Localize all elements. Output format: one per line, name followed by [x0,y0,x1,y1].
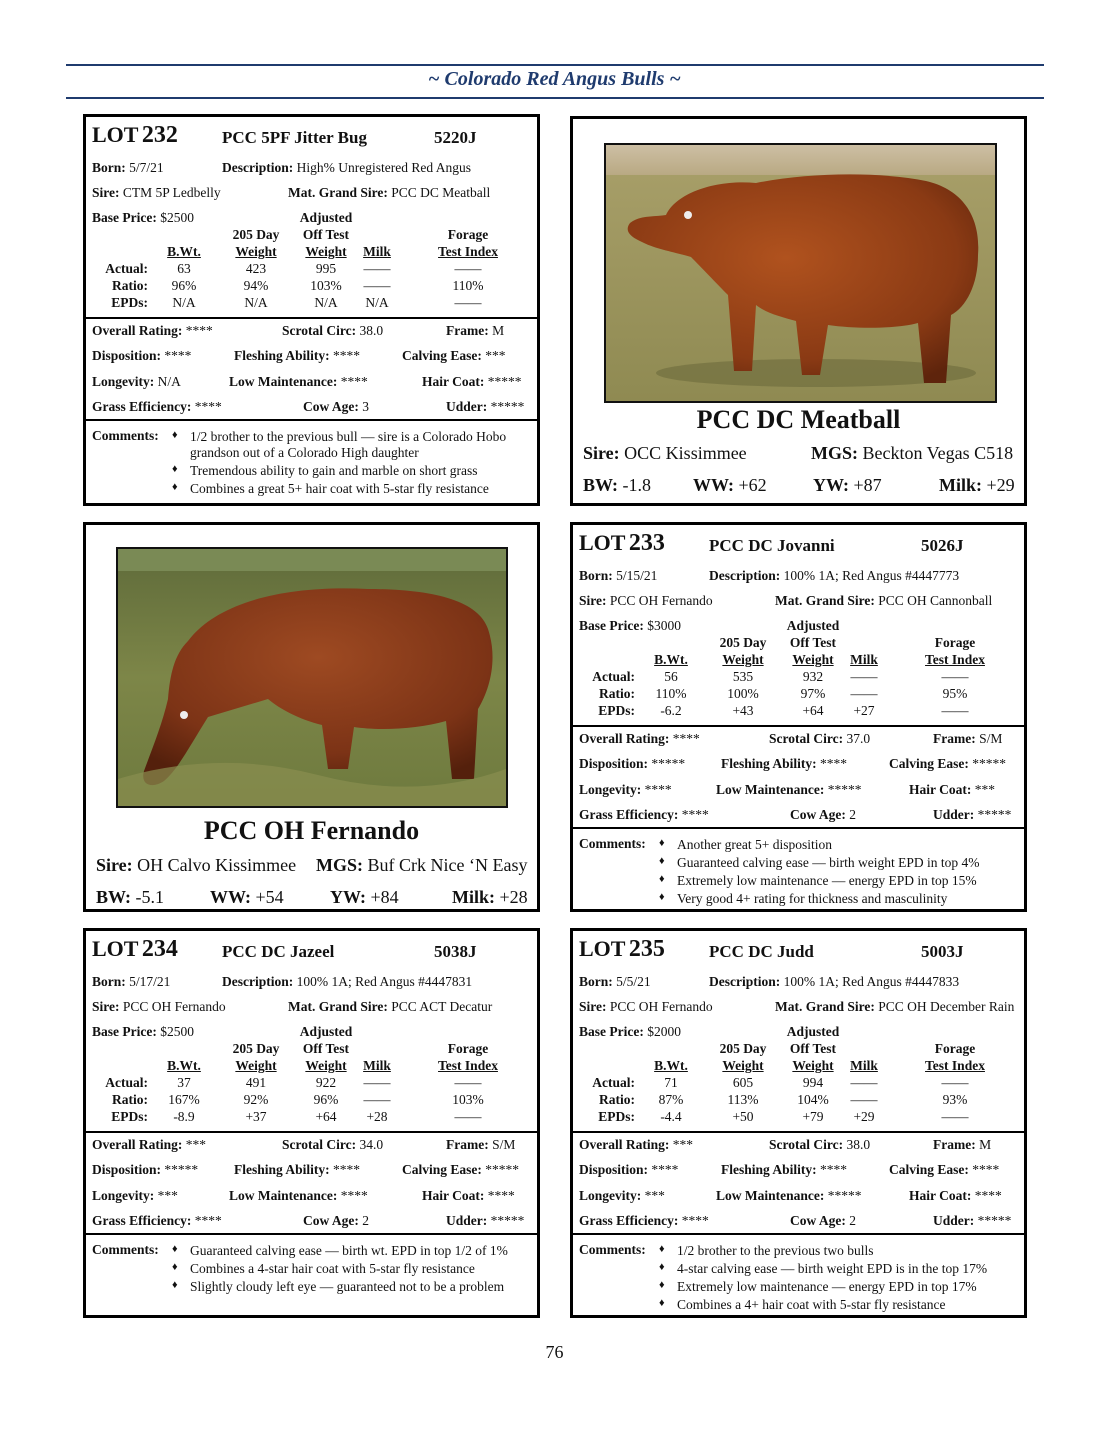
col-header-adjusted: Adjusted [299,1024,353,1039]
sire-bw: BW: -1.8 [583,475,652,495]
row-label-epds: EPDs: [111,1109,148,1124]
col-header-offtest: Off Test [789,1041,837,1056]
table-cell: —— [941,703,969,718]
description-line: Description: 100% 1A; Red Angus #4447831 [222,974,473,989]
comment-item: 4-star calving ease — birth weight EPD is in the top 17% [677,1261,988,1276]
table-cell: +64 [802,703,824,718]
overall-rating: Overall Rating: **** [92,323,213,338]
sire-line: Sire: CTM 5P Ledbelly [92,185,221,200]
col-header-offtest: Off Test [302,227,350,242]
udder: Udder: ***** [446,399,525,414]
scrotal-circ: Scrotal Circ: 38.0 [282,323,384,338]
disposition: Disposition: ***** [579,756,686,771]
row-label-epds: EPDs: [598,703,635,718]
sire-sire-line: Sire: OCC Kissimmee [583,443,747,463]
base-price-line: Base Price: $2500 [92,1024,194,1039]
table-cell: -4.4 [660,1109,682,1124]
lot-label: LOT [579,530,626,555]
hair-coat: Hair Coat: *** [909,782,995,797]
col-header-weight: Weight [722,1058,764,1073]
mgs-line: Mat. Grand Sire: PCC DC Meatball [288,185,491,200]
table-cell: —— [850,1075,878,1090]
row-label-ratio: Ratio: [599,686,635,701]
lot-heading [579,937,665,961]
frame: Frame: M [446,323,505,338]
table-cell: 423 [245,261,267,276]
overall-rating: Overall Rating: **** [579,731,700,746]
table-cell: N/A [244,295,268,310]
calving-ease: Calving Ease: ***** [889,756,1007,771]
cow-age: Cow Age: 2 [790,1213,856,1228]
bull-standing-image [606,145,995,401]
table-cell: +28 [366,1109,388,1124]
frame: Frame: M [933,1137,992,1152]
bullet-diamond-icon: ♦ [172,1261,178,1273]
sire-ww: WW: +54 [210,887,284,907]
comment-item: 1/2 brother to the previous two bulls [677,1243,874,1258]
lot-card-233 [570,522,1027,912]
table-cell: —— [454,1109,482,1124]
col-header-weight: Weight [235,1058,277,1073]
table-cell: 113% [727,1092,759,1107]
col-header-bwt: B.Wt. [654,652,688,667]
sire-line: Sire: PCC OH Fernando [92,999,226,1014]
table-cell: —— [363,1075,391,1090]
table-cell: 96% [313,1092,339,1107]
sire-sire-line: Sire: OH Calvo Kissimmee [96,855,297,875]
comment-item: Guaranteed calving ease — birth weight EPD in top 4% [677,855,980,870]
bull-grazing-image [118,549,506,806]
table-cell: 932 [802,669,824,684]
table-cell: 104% [797,1092,829,1107]
calving-ease: Calving Ease: *** [402,348,506,363]
longevity: Longevity: **** [579,782,672,797]
lot-number: 235 [628,936,665,962]
longevity: Longevity: *** [579,1188,665,1203]
col-header-weight2: Weight [305,244,347,259]
col-header-bwt: B.Wt. [167,1058,201,1073]
table-cell: N/A [172,295,196,310]
section-divider [573,725,1024,727]
hair-coat: Hair Coat: **** [909,1188,1002,1203]
table-cell: 994 [802,1075,824,1090]
sire-card-meatball [570,116,1027,506]
table-cell: +29 [853,1109,875,1124]
bullet-diamond-icon: ♦ [659,873,665,885]
lot-number: 232 [141,122,178,148]
col-header-forage: Forage [447,227,489,242]
comments-label: Comments: [92,428,159,443]
bullet-diamond-icon: ♦ [172,1243,178,1255]
col-header-bwt: B.Wt. [167,244,201,259]
sire-ww: WW: +62 [693,475,767,495]
disposition: Disposition: ***** [92,1162,199,1177]
table-cell: —— [850,686,878,701]
sire-mgs-line: MGS: Beckton Vegas C518 [811,443,1014,463]
lot-card-235 [570,928,1027,1318]
col-header-milk: Milk [363,1058,391,1073]
comment-item: Very good 4+ rating for thickness and masculinity [677,891,948,906]
lot-number: 234 [141,936,178,962]
sire-milk: Milk: +28 [452,887,528,907]
bull-name: PCC DC Judd [709,942,814,961]
col-header-milk: Milk [850,652,878,667]
table-cell: +37 [245,1109,267,1124]
registration-number: 5003J [921,942,964,961]
bullet-diamond-icon: ♦ [172,463,178,475]
section-divider [86,1131,537,1133]
comment-item: Combines a 4+ hair coat with 5-star fly resistance [677,1297,946,1312]
low-maintenance: Low Maintenance: ***** [716,782,862,797]
section-divider [86,317,537,319]
comments-label: Comments: [579,1242,646,1257]
table-cell: 37 [177,1075,191,1090]
bullet-diamond-icon: ♦ [659,1297,665,1309]
sire-line: Sire: PCC OH Fernando [579,999,713,1014]
disposition: Disposition: **** [92,348,192,363]
overall-rating: Overall Rating: *** [92,1137,206,1152]
bull-name: PCC DC Jovanni [709,536,835,555]
cow-age: Cow Age: 3 [303,399,369,414]
col-header-forage: Forage [934,635,976,650]
longevity: Longevity: N/A [92,374,181,389]
page-title: ~ Colorado Red Angus Bulls ~ [428,68,681,90]
sire-bw: BW: -5.1 [96,887,165,907]
hair-coat: Hair Coat: **** [422,1188,515,1203]
bullet-diamond-icon: ♦ [659,1243,665,1255]
table-cell: 56 [664,669,678,684]
grass-efficiency: Grass Efficiency: **** [579,1213,709,1228]
col-header-205day: 205 Day [232,227,280,242]
section-divider [573,827,1024,829]
table-cell: +43 [732,703,754,718]
comment-item: 1/2 brother to the previous bull — sire is a Colorado Hobo grandson out of a Colorado High daughter [190,429,507,460]
low-maintenance: Low Maintenance: **** [229,1188,368,1203]
frame: Frame: S/M [933,731,1003,746]
table-cell: —— [454,261,482,276]
table-cell: 103% [310,278,342,293]
comment-item: Tremendous ability to gain and marble on short grass [190,463,478,478]
bull-name: PCC 5PF Jitter Bug [222,128,367,147]
udder: Udder: ***** [933,807,1012,822]
lot-heading [92,937,178,961]
born-line: Born: 5/17/21 [92,974,171,989]
sire-milk: Milk: +29 [939,475,1015,495]
table-cell: -6.2 [660,703,682,718]
scrotal-circ: Scrotal Circ: 38.0 [769,1137,871,1152]
bullet-diamond-icon: ♦ [659,1279,665,1291]
bull-name: PCC DC Jazeel [222,942,335,961]
born-line: Born: 5/7/21 [92,160,164,175]
cow-age: Cow Age: 2 [303,1213,369,1228]
table-cell: 87% [658,1092,684,1107]
table-cell: 96% [171,278,197,293]
lot-number: 233 [628,530,665,556]
sire-yw: YW: +84 [330,887,399,907]
table-cell: —— [850,1092,878,1107]
low-maintenance: Low Maintenance: **** [229,374,368,389]
hair-coat: Hair Coat: ***** [422,374,522,389]
col-header-forage: Forage [934,1041,976,1056]
table-cell: 103% [452,1092,484,1107]
comment-item: Slightly cloudy left eye — guaranteed not to be a problem [190,1279,505,1294]
table-cell: +50 [732,1109,754,1124]
overall-rating: Overall Rating: *** [579,1137,693,1152]
fleshing-ability: Fleshing Ability: **** [721,756,848,771]
table-cell: 92% [243,1092,269,1107]
bullet-diamond-icon: ♦ [172,481,178,493]
row-label-epds: EPDs: [598,1109,635,1124]
table-cell: 63 [177,261,191,276]
table-cell: 100% [727,686,759,701]
table-cell: 491 [245,1075,267,1090]
col-header-adjusted: Adjusted [786,618,840,633]
page-number: 76 [545,1342,564,1362]
col-header-offtest: Off Test [789,635,837,650]
table-cell: N/A [365,295,389,310]
sire-card-fernando [83,522,540,912]
table-cell: —— [363,278,391,293]
col-header-forage: Forage [447,1041,489,1056]
born-line: Born: 5/15/21 [579,568,658,583]
lot-card-234 [83,928,540,1318]
table-cell: —— [363,261,391,276]
bullet-diamond-icon: ♦ [659,855,665,867]
udder: Udder: ***** [933,1213,1012,1228]
mgs-line: Mat. Grand Sire: PCC OH Cannonball [775,593,993,608]
table-cell: 93% [942,1092,968,1107]
section-divider [86,1233,537,1235]
scrotal-circ: Scrotal Circ: 37.0 [769,731,871,746]
udder: Udder: ***** [446,1213,525,1228]
col-header-test-index: Test Index [925,1058,985,1073]
comment-item: Combines a 4-star hair coat with 5-star fly resistance [190,1261,475,1276]
comment-item: Another great 5+ disposition [677,837,832,852]
table-cell: —— [941,1109,969,1124]
frame: Frame: S/M [446,1137,516,1152]
row-label-epds: EPDs: [111,295,148,310]
calving-ease: Calving Ease: **** [889,1162,1000,1177]
col-header-offtest: Off Test [302,1041,350,1056]
grass-efficiency: Grass Efficiency: **** [579,807,709,822]
lot-label: LOT [92,936,139,961]
sire-mgs-line: MGS: Buf Crk Nice ‘N Easy [316,855,528,875]
base-price-line: Base Price: $3000 [579,618,681,633]
col-header-weight: Weight [235,244,277,259]
fleshing-ability: Fleshing Ability: **** [234,1162,361,1177]
registration-number: 5220J [434,128,477,147]
base-price-line: Base Price: $2000 [579,1024,681,1039]
born-line: Born: 5/5/21 [579,974,651,989]
table-cell: —— [454,1075,482,1090]
row-label-actual: Actual: [105,1075,148,1090]
row-label-ratio: Ratio: [112,1092,148,1107]
col-header-205day: 205 Day [719,1041,767,1056]
bullet-diamond-icon: ♦ [659,837,665,849]
base-price-line: Base Price: $2500 [92,210,194,225]
row-label-ratio: Ratio: [599,1092,635,1107]
table-cell: —— [941,1075,969,1090]
lot-label: LOT [92,122,139,147]
cow-age: Cow Age: 2 [790,807,856,822]
sire-name: PCC OH Fernando [203,816,420,845]
table-cell: 605 [732,1075,754,1090]
row-label-actual: Actual: [592,1075,635,1090]
col-header-adjusted: Adjusted [786,1024,840,1039]
table-cell: +79 [802,1109,824,1124]
comments-label: Comments: [92,1242,159,1257]
table-cell: 167% [168,1092,200,1107]
table-cell: 922 [315,1075,337,1090]
table-cell: 110% [452,278,484,293]
col-header-weight2: Weight [792,652,834,667]
col-header-milk: Milk [363,244,391,259]
lot-label: LOT [579,936,626,961]
row-label-ratio: Ratio: [112,278,148,293]
col-header-test-index: Test Index [925,652,985,667]
description-line: Description: 100% 1A; Red Angus #4447773 [709,568,960,583]
bull-photo [116,547,508,808]
registration-number: 5038J [434,942,477,961]
col-header-weight2: Weight [792,1058,834,1073]
lot-heading [92,123,178,147]
bull-photo [604,143,997,403]
sire-name: PCC DC Meatball [696,405,901,434]
col-header-milk: Milk [850,1058,878,1073]
table-cell: 535 [732,669,754,684]
col-header-adjusted: Adjusted [299,210,353,225]
table-cell: —— [454,295,482,310]
comment-item: Extremely low maintenance — energy EPD in top 17% [677,1279,977,1294]
col-header-test-index: Test Index [438,1058,498,1073]
section-divider [573,1233,1024,1235]
row-label-actual: Actual: [592,669,635,684]
comment-item: Extremely low maintenance — energy EPD in top 15% [677,873,977,888]
scrotal-circ: Scrotal Circ: 34.0 [282,1137,384,1152]
fleshing-ability: Fleshing Ability: **** [234,348,361,363]
grass-efficiency: Grass Efficiency: **** [92,399,222,414]
col-header-weight2: Weight [305,1058,347,1073]
fleshing-ability: Fleshing Ability: **** [721,1162,848,1177]
table-cell: —— [363,1092,391,1107]
bullet-diamond-icon: ♦ [172,429,178,441]
registration-number: 5026J [921,536,964,555]
sire-line: Sire: PCC OH Fernando [579,593,713,608]
disposition: Disposition: **** [579,1162,679,1177]
mgs-line: Mat. Grand Sire: PCC ACT Decatur [288,999,493,1014]
col-header-205day: 205 Day [719,635,767,650]
row-label-actual: Actual: [105,261,148,276]
table-cell: 110% [655,686,687,701]
col-header-205day: 205 Day [232,1041,280,1056]
table-cell: N/A [314,295,338,310]
longevity: Longevity: *** [92,1188,178,1203]
section-divider [573,1131,1024,1133]
description-line: Description: 100% 1A; Red Angus #4447833 [709,974,960,989]
description-line: Description: High% Unregistered Red Angus [222,160,471,175]
table-cell: 97% [800,686,826,701]
table-cell: —— [941,669,969,684]
mgs-line: Mat. Grand Sire: PCC OH December Rain [775,999,1015,1014]
calving-ease: Calving Ease: ***** [402,1162,520,1177]
col-header-weight: Weight [722,652,764,667]
table-cell: 995 [315,261,337,276]
col-header-bwt: B.Wt. [654,1058,688,1073]
comment-item: Guaranteed calving ease — birth wt. EPD in top 1/2 of 1% [190,1243,508,1258]
table-cell: -8.9 [173,1109,195,1124]
table-cell: +64 [315,1109,337,1124]
sire-yw: YW: +87 [813,475,882,495]
low-maintenance: Low Maintenance: ***** [716,1188,862,1203]
table-cell: 71 [664,1075,678,1090]
grass-efficiency: Grass Efficiency: **** [92,1213,222,1228]
table-cell: —— [850,669,878,684]
section-divider [86,419,537,421]
lot-card-232 [83,114,540,506]
header-rule-bottom [66,97,1044,99]
col-header-test-index: Test Index [438,244,498,259]
bullet-diamond-icon: ♦ [659,1261,665,1273]
bullet-diamond-icon: ♦ [659,891,665,903]
lot-heading [579,531,665,555]
comments-label: Comments: [579,836,646,851]
table-cell: 94% [243,278,269,293]
comment-item: Combines a great 5+ hair coat with 5-star fly resistance [190,481,489,496]
header-rule-top [66,64,1044,66]
bullet-diamond-icon: ♦ [172,1279,178,1291]
table-cell: 95% [942,686,968,701]
table-cell: +27 [853,703,875,718]
